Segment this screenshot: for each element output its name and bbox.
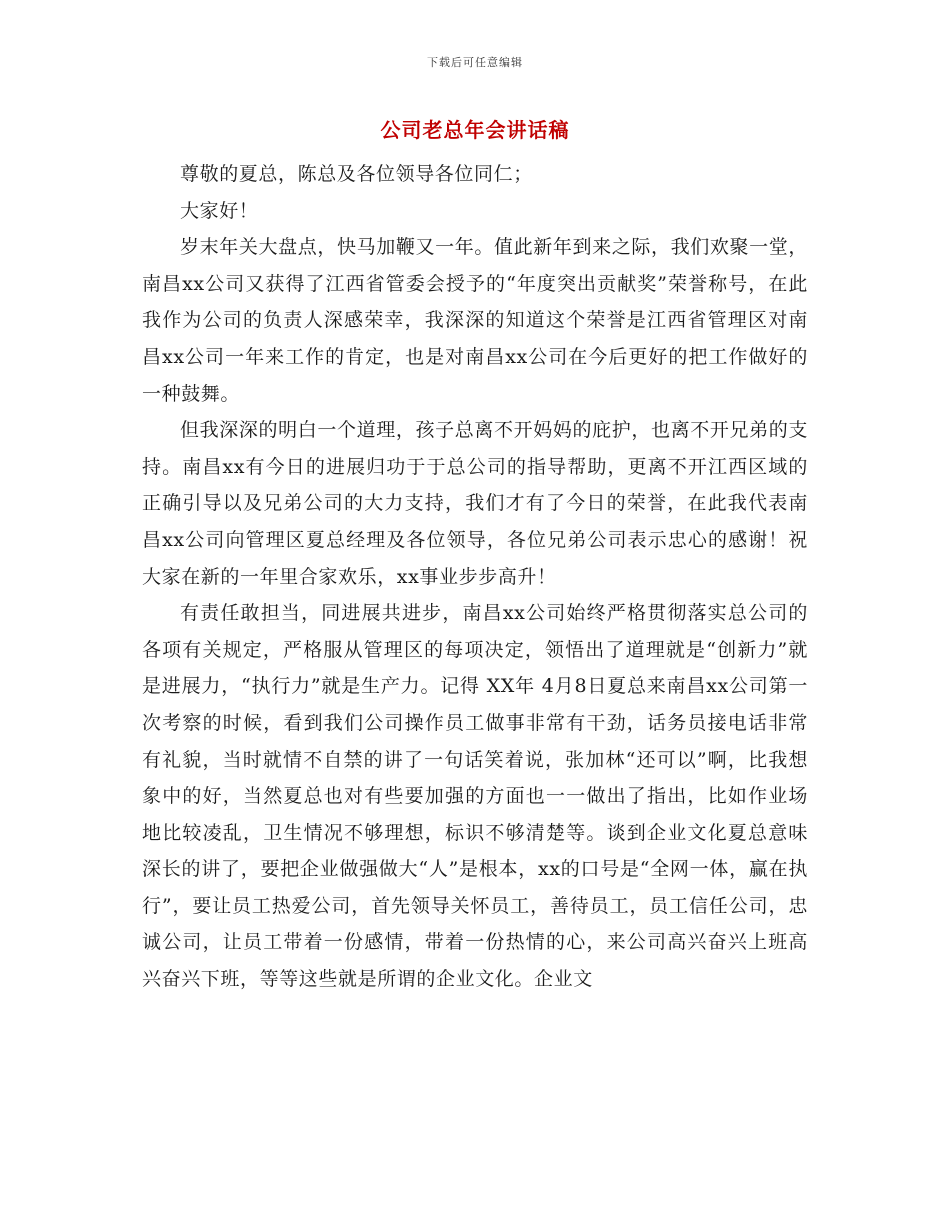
body-paragraph: 有责任敢担当，同进展共进步，南昌xx公司始终严格贯彻落实总公司的各项有关规定，严格服从管理区的每项决定，领悟出了道理就是“创新力”就是进展力，“执行力”就是生产力。记得 XX年 4月8日夏总来南昌xx公司第一次考察的时候，看到我们公司操作员工做事非常有干劲，话务员接电话非常有礼貌，当时就情不自禁的讲了一句话笑着说，张加林“还可以”啊，比我想象中的好，当然夏总也对有些要加强的方面也一一做出了指出，比如作业场地比较凌乱，卫生情况不够理想，标识不够清楚等。谈到企业文化夏总意味深长的讲了，要把企业做强做大“人”是根本，xx的口号是“全网一体，赢在执行”，要让员工热爱公司，首先领导关怀员工，善待员工，员工信任公司，忠诚公司，让员工带着一份感情，带着一份热情的心，来公司高兴奋兴上班高兴奋兴下班，等等这些就是所谓的企业文化。企业文 — [142, 602, 808, 991]
document-title: 公司老总年会讲话稿 — [380, 118, 570, 142]
body-paragraph: 但我深深的明白一个道理，孩子总离不开妈妈的庇护，也离不开兄弟的支持。南昌xx有今日的进展归功于于总公司的指导帮助，更离不开江西区域的正确引导以及兄弟公司的大力支持，我们才有了今日的荣誉，在此我代表南昌xx公司向管理区夏总经理及各位领导，各位兄弟公司表示忠心的感谢！祝大家在新的一年里合家欢乐，xx事业步步高升！ — [142, 419, 808, 588]
greeting-paragraph: 大家好！ — [180, 199, 259, 222]
body-paragraph: 岁末年关大盘点，快马加鞭又一年。值此新年到来之际，我们欢聚一堂，南昌xx公司又获得了江西省管委会授予的“年度突出贡献奖”荣誉称号，在此我作为公司的负责人深感荣幸，我深深的知道这个荣誉是江西省管理区对南昌xx公司一年来工作的肯定，也是对南昌xx公司在今后更好的把工作做好的一种鼓舞。 — [142, 236, 808, 405]
document-body — [142, 156, 808, 998]
header-note: 下载后可任意编辑 — [427, 56, 523, 69]
salutation-paragraph: 尊敬的夏总，陈总及各位领导各位同仁； — [180, 163, 533, 185]
